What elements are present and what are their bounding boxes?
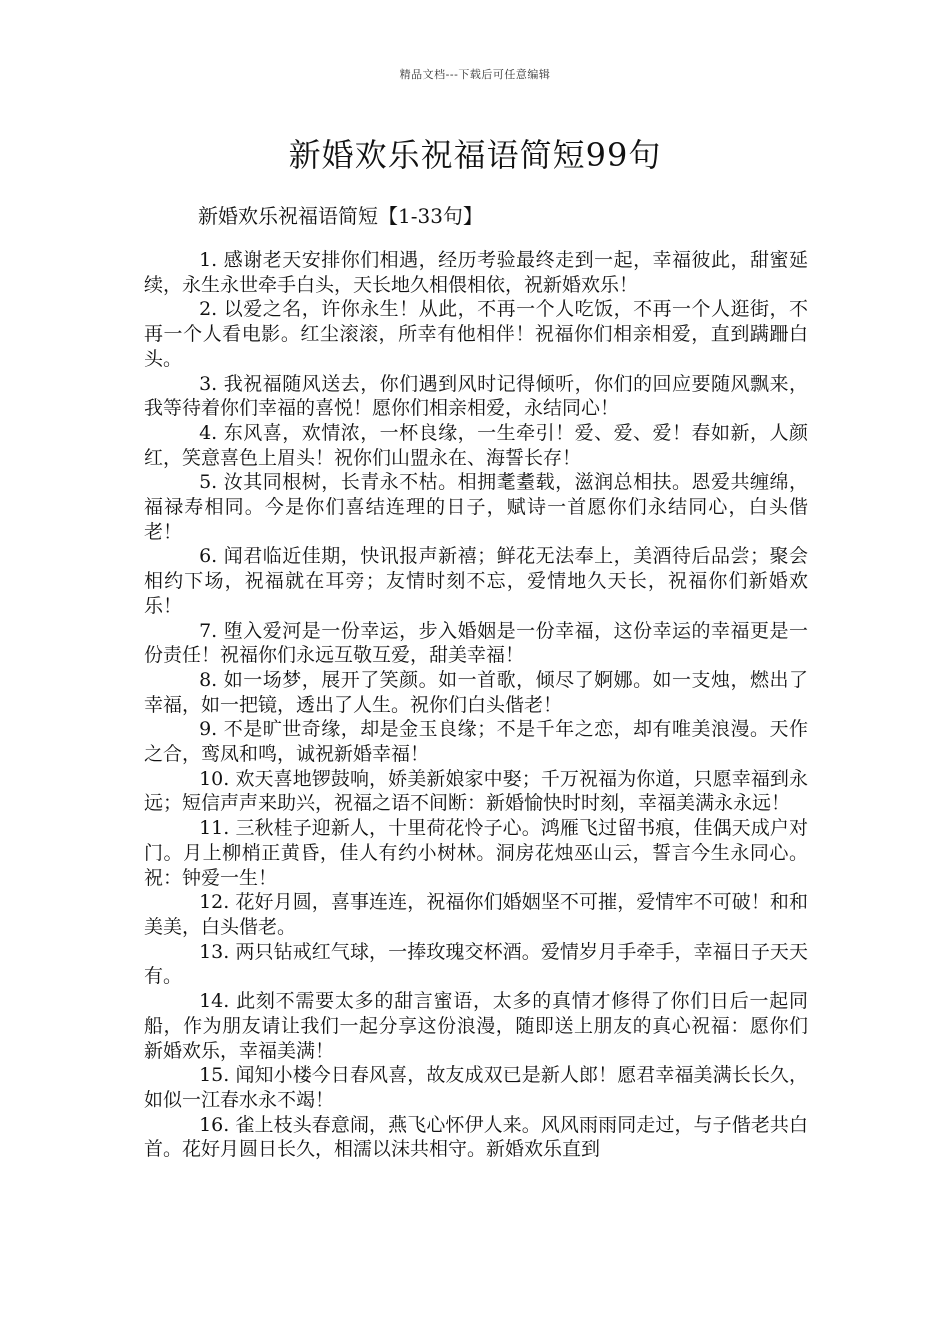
list-item: 15. 闻知小楼今日春风喜，故友成双已是新人郎！愿君幸福美满长长久，如似一江春水永不竭！	[144, 1064, 808, 1111]
list-item: 4. 东风喜，欢情浓，一杯良缘，一生牵引！爱、爱、爱！春如新，人颜红，笑意喜色上眉头！祝你们山盟永在、海誓长存！	[144, 421, 808, 469]
list-item: 7. 堕入爱河是一份幸运，步入婚姻是一份幸福，这份幸运的幸福更是一份责任！祝福你们永远互敬互爱，甜美幸福！	[144, 619, 808, 667]
section-heading: 新婚欢乐祝福语简短【1-33句】	[198, 204, 483, 228]
list-item: 14. 此刻不需要太多的甜言蜜语，太多的真情才修得了你们日后一起同船，作为朋友请让我们一起分享这份浪漫，随即送上朋友的真心祝福：愿你们新婚欢乐，幸福美满！	[144, 990, 808, 1062]
list-item: 1. 感谢老天安排你们相遇，经历考验最终走到一起，幸福彼此，甜蜜延续，永生永世牵手白头，天长地久相偎相依，祝新婚欢乐！	[144, 249, 808, 296]
blessing-list	[144, 248, 808, 1162]
header-note: 精品文档---下载后可任意编辑	[399, 68, 551, 81]
list-item: 9. 不是旷世奇缘，却是金玉良缘；不是千年之恋，却有唯美浪漫。天作之合，鸾凤和鸣，诚祝新婚幸福！	[144, 718, 808, 766]
list-item: 10. 欢天喜地锣鼓响，娇美新娘家中娶；千万祝福为你道，只愿幸福到永远；短信声声来助兴，祝福之语不间断：新婚愉快时时刻，幸福美满永永远！	[144, 767, 808, 815]
document-title: 新婚欢乐祝福语简短99句	[288, 136, 662, 174]
list-item: 13. 两只钻戒红气球，一捧玫瑰交杯酒。爱情岁月手牵手，幸福日子天天有。	[144, 940, 808, 988]
list-item: 11. 三秋桂子迎新人，十里荷花怜子心。鸿雁飞过留书痕，佳偶天成户对门。月上柳梢正黄昏，佳人有约小树林。洞房花烛巫山云，誓言今生永同心。祝：钟爱一生！	[144, 817, 808, 889]
list-item: 16. 雀上枝头春意闹，燕飞心怀伊人来。风风雨雨同走过，与子偕老共白首。花好月圆日长久，相濡以沫共相守。新婚欢乐直到	[144, 1113, 808, 1161]
list-item: 8. 如一场梦，展开了笑颜。如一首歌，倾尽了婀娜。如一支烛，燃出了幸福，如一把镜，透出了人生。祝你们白头偕老！	[144, 668, 808, 716]
list-item: 6. 闻君临近佳期，快讯报声新禧；鲜花无法奉上，美酒待后品尝；聚会相约下场，祝福就在耳旁；友情时刻不忘，爱情地久天长，祝福你们新婚欢乐！	[144, 545, 808, 617]
list-item: 12. 花好月圆，喜事连连，祝福你们婚姻坚不可摧，爱情牢不可破！和和美美，白头偕老。	[144, 891, 808, 938]
list-item: 2. 以爱之名，许你永生！从此，不再一个人吃饭，不再一个人逛街，不再一个人看电影。红尘滚滚，所幸有他相伴！祝福你们相亲相爱，直到蹒跚白头。	[144, 298, 808, 370]
list-item: 3. 我祝福随风送去，你们遇到风时记得倾听，你们的回应要随风飘来，我等待着你们幸福的喜悦！愿你们相亲相爱，永结同心！	[144, 372, 808, 420]
list-item: 5. 汝其同根树，长青永不枯。相拥耄耋载，滋润总相扶。恩爱共缠绵，福禄寿相同。今是你们喜结连理的日子，赋诗一首愿你们永结同心，白头偕老！	[144, 471, 808, 543]
